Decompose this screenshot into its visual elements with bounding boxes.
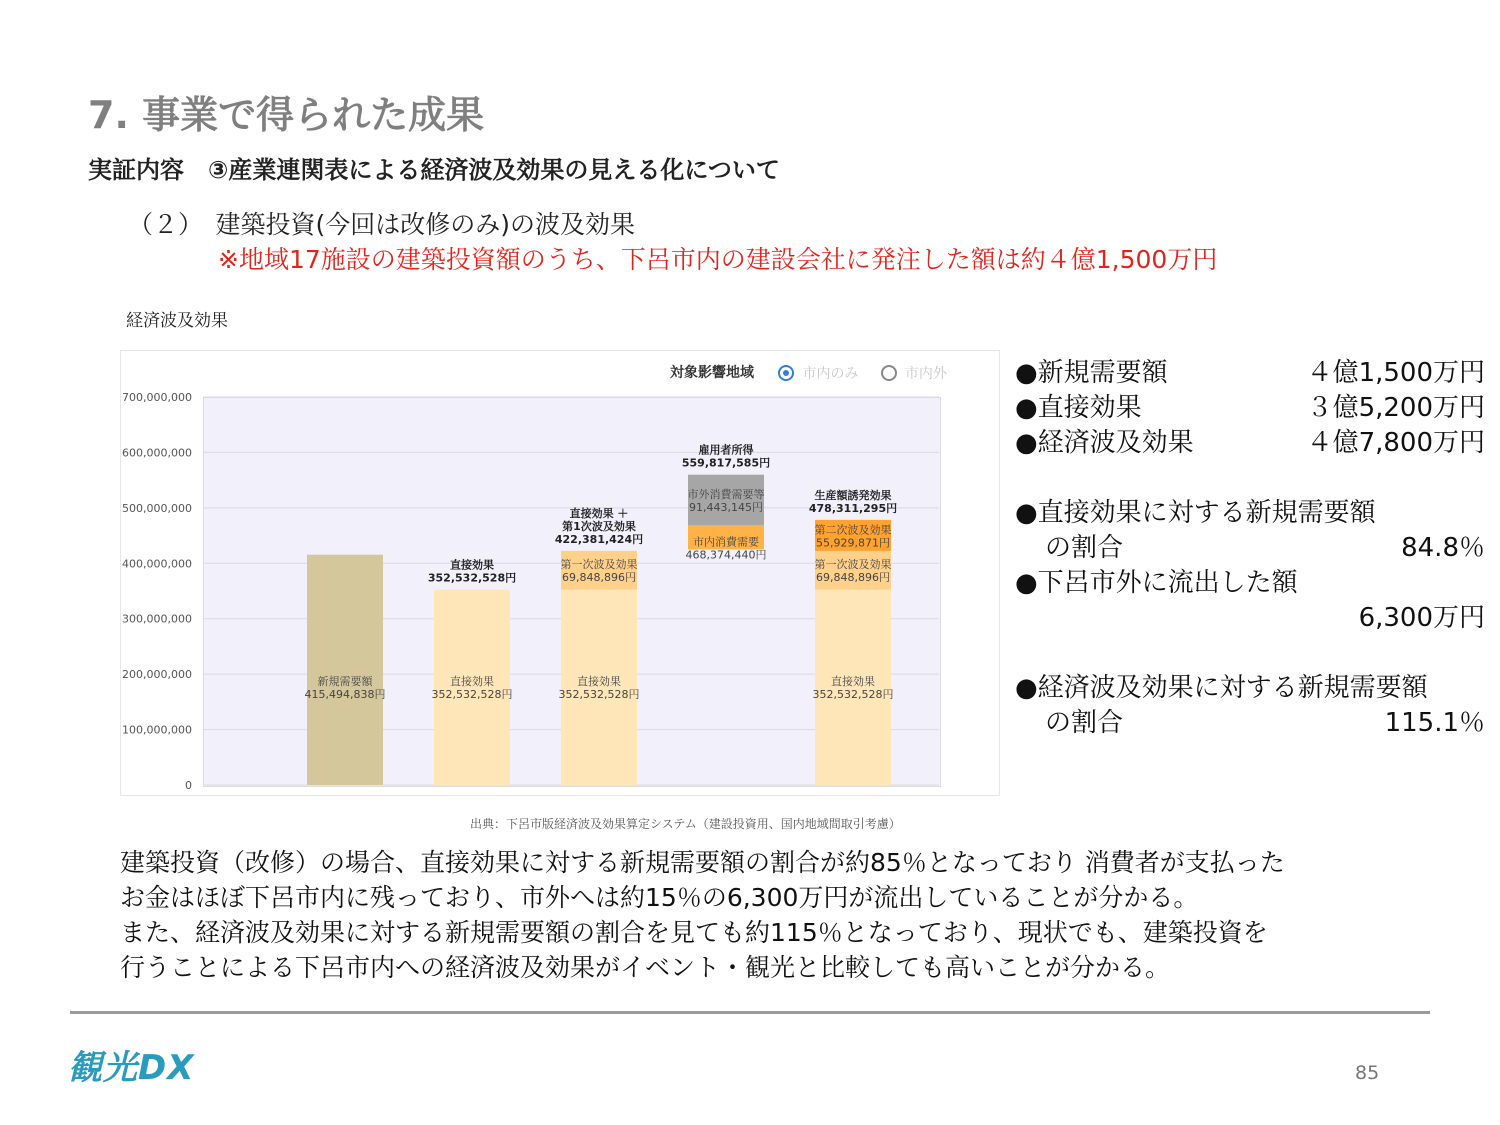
ratio2-sub: の割合 bbox=[1045, 708, 1124, 738]
bar-segment-label: 91,443,145円 bbox=[689, 501, 763, 515]
ratio1-label: ●直接効果に対する新規需要額 bbox=[1015, 498, 1376, 528]
summary-value: ４億1,500万円 bbox=[1306, 358, 1485, 388]
bar-total-label: 352,532,528円 bbox=[427, 571, 517, 585]
bar-segment-label: 新規需要額 bbox=[317, 675, 373, 688]
summary-label: ●新規需要額 bbox=[1015, 358, 1168, 388]
bar-segment-label: 第一次波及効果 bbox=[814, 558, 892, 572]
bar-total-label: 478,311,295円 bbox=[808, 501, 898, 515]
bar-segment-label: 第二次波及効果 bbox=[814, 523, 892, 537]
bar-segment-label: 415,494,838円 bbox=[304, 688, 386, 701]
summary-value: ４億7,800万円 bbox=[1306, 428, 1485, 458]
outflow-value: 6,300万円 bbox=[1358, 603, 1485, 633]
summary-new-demand bbox=[1015, 356, 1485, 391]
y-tick-label: 0 bbox=[185, 779, 192, 792]
radio-inside-outside-label[interactable]: 市内外 bbox=[904, 366, 947, 382]
bar-segment-label: 市内消費需要 bbox=[693, 535, 759, 549]
ratio2-heading bbox=[1015, 671, 1485, 706]
outflow-label: ●下呂市外に流出した額 bbox=[1015, 568, 1298, 598]
ratio2-value: 115.1％ bbox=[1384, 708, 1485, 738]
summary-panel bbox=[1015, 356, 1485, 741]
summary-label: ●直接効果 bbox=[1015, 393, 1142, 423]
ratio1-heading bbox=[1015, 496, 1485, 531]
y-tick-label: 400,000,000 bbox=[122, 557, 192, 571]
bar-segment-label: 69,848,896円 bbox=[562, 571, 636, 585]
chart-label: 経済波及効果 bbox=[126, 311, 228, 331]
y-tick-label: 200,000,000 bbox=[122, 668, 192, 682]
bar-total-label: 雇用者所得 bbox=[698, 443, 754, 457]
y-tick-label: 700,000,000 bbox=[122, 391, 192, 404]
bar-segment-label: 468,374,440円 bbox=[685, 548, 767, 562]
bar-segment-label: 352,532,528円 bbox=[431, 688, 513, 701]
ratio2-row bbox=[1015, 706, 1485, 741]
bar-total-label: 第1次波及効果 bbox=[562, 519, 636, 533]
summary-value: ３億5,200万円 bbox=[1306, 393, 1485, 423]
bar-segment-label: 直接効果 bbox=[831, 675, 875, 688]
outflow-row bbox=[1015, 601, 1485, 636]
summary-label: ●経済波及効果 bbox=[1015, 428, 1194, 458]
bar-total-label: 直接効果 ＋ bbox=[569, 506, 629, 520]
y-tick-label: 500,000,000 bbox=[122, 501, 192, 515]
ratio1-value: 84.8％ bbox=[1401, 533, 1485, 563]
body-line: 建築投資（改修）の場合、直接効果に対する新規需要額の割合が約85％となっており 消費者が支払った bbox=[120, 848, 1285, 877]
ratio1-sub: の割合 bbox=[1045, 533, 1124, 563]
bar-total-label: 生産額誘発効果 bbox=[814, 488, 892, 502]
body-line: また、経済波及効果に対する新規需要額の割合を見ても約115％となっており、現状でも、建築投資を bbox=[120, 918, 1268, 947]
bar-segment-label: 市外消費需要等 bbox=[687, 488, 765, 502]
radio-inside-only-label[interactable]: 市内のみ bbox=[802, 366, 859, 382]
body-text bbox=[120, 845, 1490, 985]
footer-divider bbox=[70, 1011, 1430, 1014]
highlight-note: ※地域17施設の建築投資額のうち、下呂市内の建設会社に発注した額は約４億1,500万円 bbox=[218, 245, 1218, 274]
y-tick-label: 600,000,000 bbox=[122, 446, 192, 460]
bar-segment-label: 直接効果 bbox=[577, 675, 621, 688]
summary-direct-effect bbox=[1015, 391, 1485, 426]
bar-segment-label: 69,848,896円 bbox=[816, 571, 890, 585]
bar-segment-label: 直接効果 bbox=[450, 675, 494, 688]
bar-segment-label: 352,532,528円 bbox=[812, 688, 894, 701]
page-number: 85 bbox=[1355, 1062, 1380, 1084]
y-tick-label: 100,000,000 bbox=[122, 723, 192, 737]
page-title: 7. 事業で得られた成果 bbox=[88, 93, 485, 137]
bar-segment-label: 352,532,528円 bbox=[558, 688, 640, 701]
bar-segment bbox=[307, 555, 383, 785]
body-line: 行うことによる下呂市内への経済波及効果がイベント・観光と比較しても高いことが分かる。 bbox=[120, 953, 1171, 982]
outflow-heading bbox=[1015, 566, 1485, 601]
bar-total-label: 直接効果 bbox=[450, 558, 494, 572]
bar-total-label: 559,817,585円 bbox=[681, 456, 771, 470]
section-heading: （２） 建築投資(今回は改修のみ)の波及効果 bbox=[128, 210, 636, 239]
bar-segment-label: 第一次波及効果 bbox=[560, 558, 638, 572]
logo: 観光DX bbox=[68, 1048, 195, 1088]
region-selector-label: 対象影響地域 bbox=[670, 365, 754, 381]
ratio1-row bbox=[1015, 531, 1485, 566]
chart-source: 出典：下呂市版経済波及効果算定システム（建設投資用、国内地域間取引考慮） bbox=[470, 817, 901, 831]
body-line: お金はほぼ下呂市内に残っており、市外へは約15％の6,300万円が流出していることが分かる。 bbox=[120, 883, 1199, 912]
page-subtitle: 実証内容 ③産業連関表による経済波及効果の見える化について bbox=[88, 156, 780, 184]
y-tick-label: 300,000,000 bbox=[122, 612, 192, 626]
bar-total-label: 422,381,424円 bbox=[554, 532, 644, 546]
summary-economic-effect bbox=[1015, 426, 1485, 461]
bar-segment-label: 55,929,871円 bbox=[816, 536, 890, 550]
ratio2-label: ●経済波及効果に対する新規需要額 bbox=[1015, 673, 1428, 703]
